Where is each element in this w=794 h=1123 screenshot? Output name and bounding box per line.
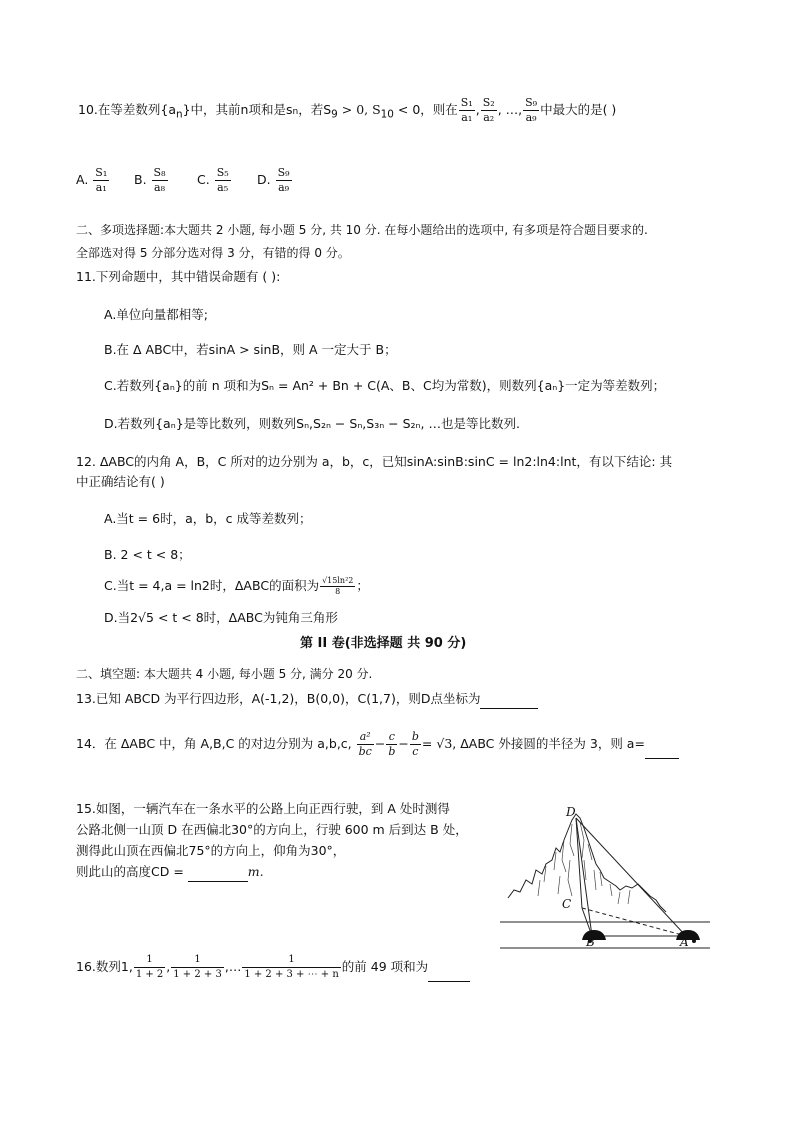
q12-stem-line2: 中正确结论有( ): [76, 474, 165, 489]
q12-option-c-frac-den: 8: [335, 587, 341, 596]
q12-option-c-frac: [320, 576, 355, 597]
q10-option-d-num: S₉: [277, 166, 290, 179]
q10-option-d-frac: [276, 166, 292, 195]
q12-option-d[interactable]: D.当2√5 < t < 8时，ΔABC为钝角三角形: [104, 610, 338, 625]
q10-option-a-num: S₁: [95, 166, 108, 179]
q10-option-a-den: a₁: [95, 181, 107, 194]
q10-option-b-label: B.: [134, 172, 147, 187]
q10-option-c-num: S₅: [216, 166, 229, 179]
q10-frac-s1: [459, 96, 475, 125]
q10-option-d[interactable]: [257, 166, 293, 195]
q12-option-c[interactable]: [104, 576, 369, 597]
q12-option-c-post: ；: [356, 578, 369, 593]
q12-option-a[interactable]: A.当t = 6时，a，b，c 成等差数列；: [104, 511, 312, 526]
q10-mid1: }中，其前n项和是s: [182, 102, 293, 117]
q10-frac-s2-num: S₂: [482, 96, 495, 109]
q10-sub-n: n: [176, 108, 183, 121]
q14-post: , ΔABC 外接圆的半径为 3，则 a=: [452, 736, 645, 751]
q10-frac-s9-den: a₉: [525, 111, 537, 124]
q14-frac2-num: c: [386, 730, 397, 745]
figure-label-b: B: [586, 935, 595, 949]
q11-option-a[interactable]: A.单位向量都相等;: [104, 307, 209, 322]
q16-frac3: [242, 953, 340, 982]
q10-sub9: 9: [331, 108, 338, 121]
q15-answer-blank[interactable]: [188, 863, 248, 882]
q16-pre: 16.数列1,: [76, 959, 133, 974]
q11-option-c[interactable]: C.若数列{aₙ}的前 n 项和为Sₙ = An² + Bn + C(A、B、C均为常数)，则数列{aₙ}一定为等差数列；: [104, 378, 666, 393]
section2-line1: 二、多项选择题:本大题共 2 小题, 每小题 5 分, 共 10 分. 在每小题给出的选项中, 有多项是符合题目要求的.: [76, 223, 648, 237]
q10-mid2: ，若S: [298, 102, 332, 117]
q12-option-b[interactable]: B. 2 < t < 8；: [104, 547, 191, 562]
q15-line1: 15.如图，一辆汽车在一条水平的公路上向正西行驶，到 A 处时测得: [76, 801, 450, 816]
q15-figure: [500, 800, 720, 960]
q10-option-c-label: C.: [197, 172, 210, 187]
q13-answer-blank[interactable]: [480, 690, 538, 709]
q10-frac-s2: [481, 96, 497, 125]
q13: [76, 690, 538, 709]
q10-frac-s9: [523, 96, 539, 125]
q14-frac3: [410, 730, 421, 759]
q11-stem: 11.下列命题中，其中错误命题有 ( ):: [76, 269, 281, 284]
q16-frac3-den: 1 + 2 + 3 + ⋯ + n: [244, 969, 339, 980]
q16-frac2-den: 1 + 2 + 3: [173, 969, 222, 980]
q10-option-b-num: S₈: [153, 166, 166, 179]
q12-stem-line1: 12. ΔABC的内角 A，B，C 所对的边分别为 a，b，c，已知sinA:sinB:sinC = ln2:ln4:lnt，有以下结论: 其: [76, 454, 673, 469]
q14-frac2-den: b: [388, 745, 396, 758]
q10-option-d-den: a₉: [278, 181, 290, 194]
car-a-wheel: [692, 939, 696, 943]
figure-label-d: D: [566, 805, 576, 819]
q10-option-b[interactable]: [134, 166, 169, 195]
q10-sub-n2: n: [292, 107, 299, 117]
q14-frac1-den: bc: [358, 745, 372, 758]
q14-frac3-num: b: [411, 730, 419, 743]
q14-eq: = √3: [421, 736, 453, 751]
q10-option-c-frac: [215, 166, 231, 195]
q14-answer-blank[interactable]: [645, 730, 679, 759]
q10-suffix: 中最大的是( ): [540, 102, 617, 117]
q12-option-c-frac-num: √15ln²2: [322, 576, 354, 585]
q16-frac3-num: 1: [242, 953, 340, 968]
q16-answer-blank[interactable]: [428, 953, 470, 982]
q14-frac2: [386, 730, 397, 759]
section2-line2: 全部选对得 5 分部分选对得 3 分，有错的得 0 分。: [76, 246, 350, 260]
q14: [76, 730, 679, 759]
q16-dots: …: [228, 959, 242, 974]
q10-prefix: 10.在等差数列{a: [78, 102, 176, 117]
q10-option-b-frac: [152, 166, 168, 195]
segment-dc: [576, 818, 582, 908]
q15-line3: 测得此山顶在西偏北75°的方向上，仰角为30°，: [76, 843, 346, 858]
q12-option-c-pre: C.当t = 4,a = ln2时，ΔABC的面积为: [104, 578, 320, 593]
q10-frac-s2-den: a₂: [483, 111, 495, 124]
q16-frac1-den: 1 + 2: [135, 969, 164, 980]
q16-frac2: [171, 953, 224, 982]
q10-dots: , …,: [497, 102, 523, 117]
q15-line2: 公路北侧一山顶 D 在西偏北30°的方向上，行驶 600 m 后到达 B 处，: [76, 822, 468, 837]
q13-text: 13.已知 ABCD 为平行四边形，A(-1,2)，B(0,0)，C(1,7)，则D点坐标为: [76, 691, 481, 706]
q10-option-a-frac: [93, 166, 109, 195]
q14-pre: 14．在 ΔABC 中，角 A,B,C 的对边分别为 a,b,c,: [76, 736, 352, 751]
q16-frac1-num: 1: [134, 953, 165, 968]
q16-frac2-num: 1: [171, 953, 224, 968]
q10-option-b-den: a₈: [154, 181, 165, 194]
mountain-texture: [538, 822, 630, 904]
segment-da: [576, 818, 686, 936]
q11-option-b[interactable]: B.在 Δ ABC中，若sinA > sinB，则 A 一定大于 B；: [104, 342, 397, 357]
segment-db: [576, 818, 592, 936]
q10-option-d-label: D.: [257, 172, 271, 187]
q15-line4-text: 则此山的高度CD =: [76, 864, 184, 879]
q14-minus2: −: [398, 736, 409, 751]
q10-sub10: 10: [380, 108, 394, 121]
q14-frac3-den: c: [412, 745, 419, 758]
q15-unit: m.: [247, 864, 264, 879]
q10-lt0: < 0，则在: [393, 102, 458, 117]
q14-frac1: [357, 730, 374, 759]
q10-frac-s1-num: S₁: [460, 96, 473, 109]
q16: 16.数列1, $\frac{1}{1 + 2}$ , $\frac{1}{1 + 2 + 3}$ ,… $\frac{1}{1 + 2 + 3 + \cdots + n}$ 的前 49 项和为: [76, 953, 470, 982]
q10-frac-s9-num: S₉: [525, 96, 538, 109]
section3-header: 二、填空题: 本大题共 4 小题, 每小题 5 分, 满分 20 分.: [76, 667, 373, 681]
q10-stem: 10.在等差数列$\{a_n\}$中，其前n项和是sn，若$S_9 > 0$, $S_{10} < 0$，则在 $\frac{\text{S₁}}{\text{a₁}}$ , $\frac{\text{S₂}}{\text{a₂}}$ , …, $\frac{\text{S₉}}{\text{a₉}}$ 中最大的是( ): [78, 96, 617, 124]
q10-option-c-den: a₅: [217, 181, 229, 194]
q10-option-c[interactable]: [197, 166, 232, 195]
q11-option-d[interactable]: D.若数列{aₙ}是等比数列，则数列Sₙ,S₂ₙ − Sₙ,S₃ₙ − S₂ₙ, …也是等比数列.: [104, 416, 520, 431]
q16-post: 的前 49 项和为: [341, 959, 429, 974]
q14-minus1: −: [374, 736, 386, 751]
q15-line4: [76, 863, 264, 882]
q16-frac1: [134, 953, 165, 982]
q10-option-a[interactable]: [76, 166, 110, 195]
q10-option-a-label: A.: [76, 172, 89, 187]
q10-gt0: > 0, S: [337, 102, 381, 117]
figure-label-a: A: [680, 935, 689, 949]
q10-frac-s1-den: a₁: [461, 111, 473, 124]
figure-label-c: C: [562, 897, 572, 911]
q14-frac1-num: a²: [357, 730, 374, 745]
part2-title: 第 II 卷(非选择题 共 90 分): [300, 636, 467, 651]
